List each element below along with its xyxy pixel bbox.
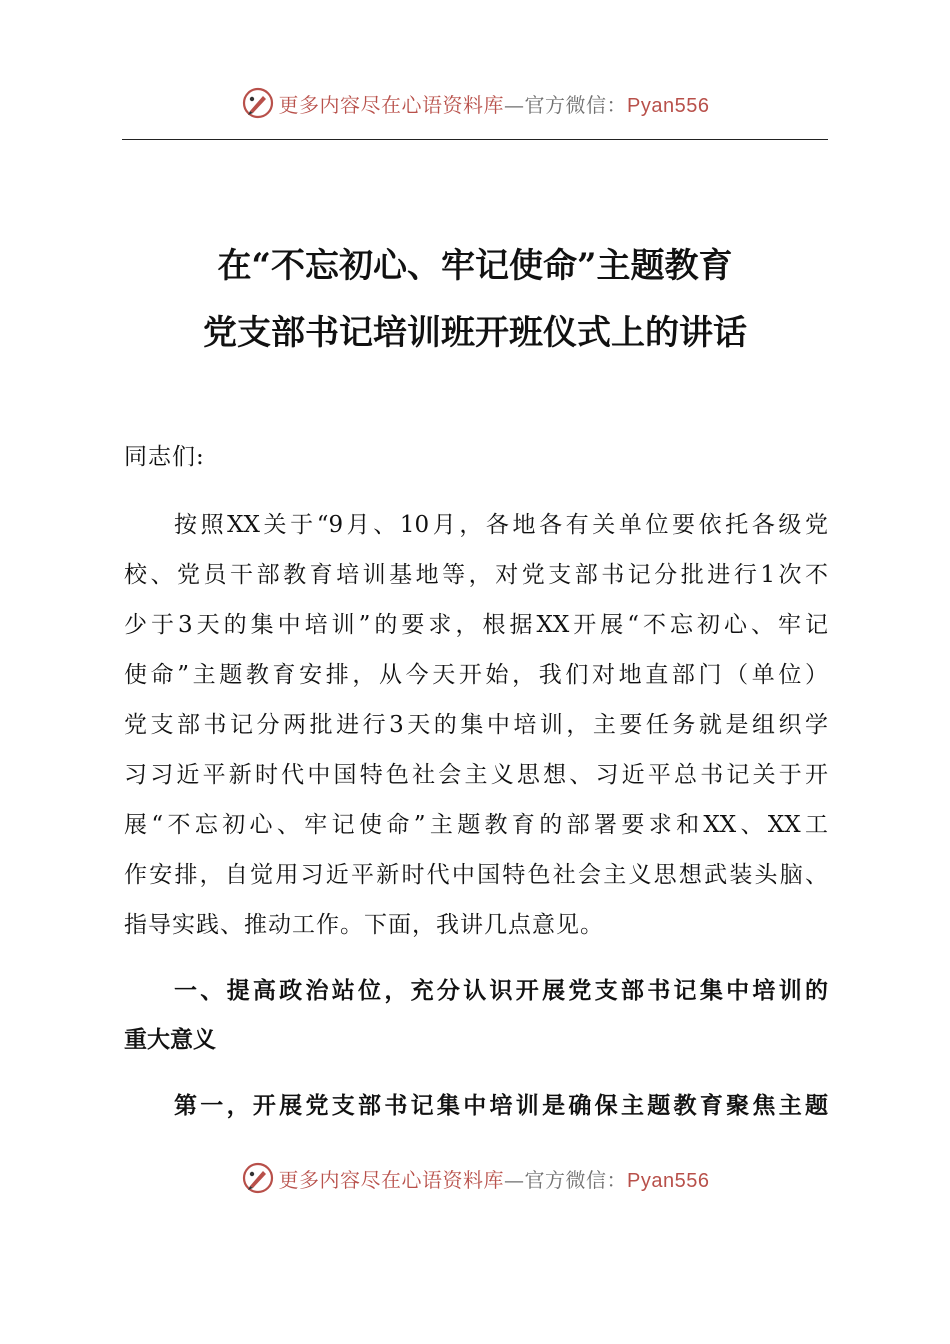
banner-wechat-label: 官方微信： (524, 1167, 628, 1192)
banner-dash: — (504, 1167, 525, 1192)
paragraph-line: 使命”主题教育安排，从今天开始，我们对地直部门（单位） (124, 662, 828, 688)
banner-dash: — (504, 92, 525, 117)
pen-logo-icon (241, 1161, 275, 1195)
paragraph-line: 作安排，自觉用习近平新时代中国特色社会主义思想武装头脑、 (124, 862, 828, 888)
document-title-line-2: 党支部书记培训班开班仪式上的讲话 (203, 313, 747, 353)
paragraph-line: 校、党员干部教育培训基地等，对党支部书记分批进行1次不 (124, 562, 828, 588)
section-heading-line-1: 一、提高政治站位，充分认识开展党支部书记集中培训的 (174, 978, 828, 1004)
subsection-heading: 第一，开展党支部书记集中培训是确保主题教育聚焦主题 (174, 1092, 828, 1119)
document-title-line-1: 在“不忘初心、牢记使命”主题教育 (217, 246, 733, 286)
paragraph-line: 按照XX关于“9月、10月，各地各有关单位要依托各级党 (174, 512, 828, 538)
banner-brand: 更多内容尽在心语资料库 (278, 92, 505, 117)
banner-wechat-label: 官方微信： (524, 92, 628, 117)
banner-wechat-id: Pyan556 (627, 1169, 710, 1192)
banner-text (279, 89, 710, 118)
paragraph-line: 党支部书记分两批进行3天的集中培训，主要任务就是组织学 (124, 712, 828, 738)
header-banner (0, 81, 950, 125)
pen-logo-icon (241, 86, 275, 120)
footer-banner (0, 1156, 950, 1200)
banner-text (279, 1164, 710, 1193)
paragraph-line: 少于3天的集中培训”的要求，根据XX开展“不忘初心、牢记 (124, 612, 828, 638)
paragraph-line: 指导实践、推动工作。下面，我讲几点意见。 (124, 912, 604, 938)
banner-wechat-id: Pyan556 (627, 94, 710, 117)
banner-brand: 更多内容尽在心语资料库 (278, 1167, 505, 1192)
section-heading-line-2: 重大意义 (124, 1027, 216, 1053)
header-divider (122, 139, 828, 140)
paragraph-line: 习习近平新时代中国特色社会主义思想、习近平总书记关于开 (124, 762, 828, 788)
paragraph-line: 展“不忘初心、牢记使命”主题教育的部署要求和XX、XX工 (124, 812, 828, 838)
salutation: 同志们: (124, 444, 205, 470)
